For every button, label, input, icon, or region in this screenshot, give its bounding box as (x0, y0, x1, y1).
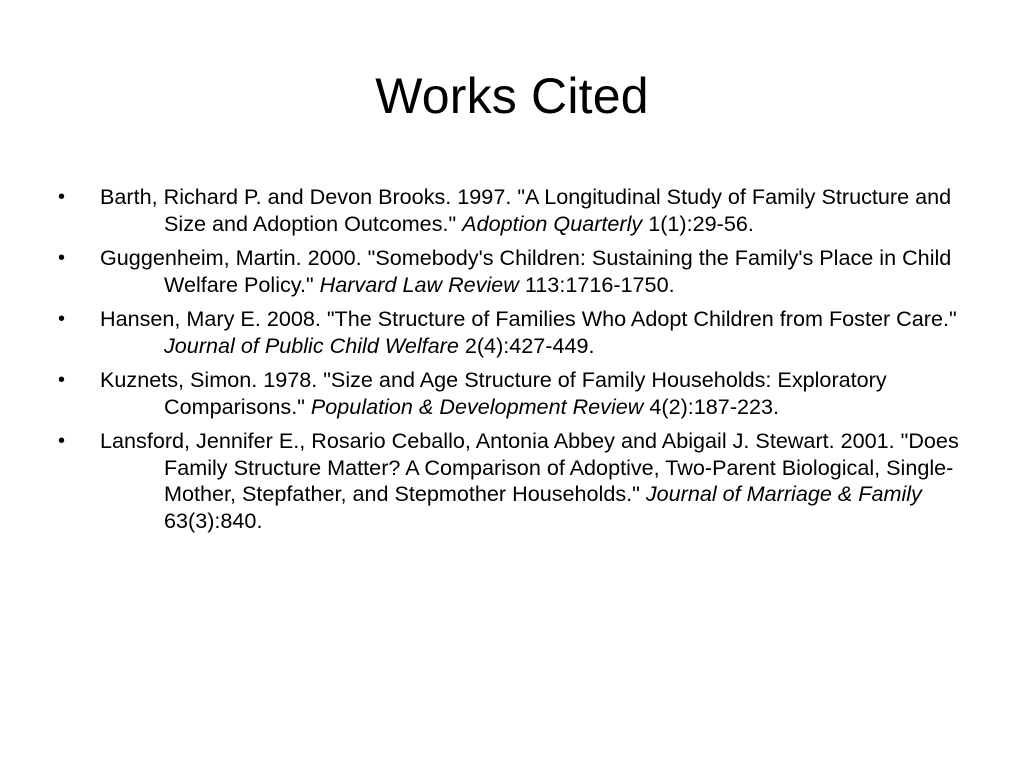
reference-details: 4(2):187-223. (643, 393, 780, 419)
reference-list (58, 184, 970, 542)
reference-text: Guggenheim, Martin. 2000. "Somebody's Children: Sustaining the Family's Place in Child Welfare Policy." (100, 245, 952, 297)
bullet-icon: • (58, 369, 66, 391)
reference-details: 63(3):840. (164, 507, 263, 533)
reference-details: 113:1716-1750. (518, 271, 675, 297)
slide-title: Works Cited (375, 68, 649, 124)
reference-text: Hansen, Mary E. 2008. "The Structure of Families Who Adopt Children from Foster Care." (100, 306, 957, 331)
reference-details: 2(4):427-449. (458, 332, 595, 358)
bullet-icon: • (58, 186, 66, 208)
reference-text: Kuznets, Simon. 1978. "Size and Age Structure of Family Households: Exploratory Comparisons." (100, 367, 887, 419)
bullet-icon: • (58, 247, 66, 269)
reference-journal: Harvard Law Review (319, 271, 519, 297)
reference-journal: Population & Development Review (310, 393, 644, 419)
bullet-icon: • (58, 430, 66, 452)
reference-item (58, 306, 970, 359)
reference-item (58, 245, 970, 298)
reference-journal: Adoption Quarterly (462, 210, 643, 236)
reference-item (58, 428, 970, 534)
reference-details: 1(1):29-56. (642, 210, 754, 236)
reference-journal: Journal of Marriage & Family (645, 481, 922, 506)
reference-journal: Journal of Public Child Welfare (164, 332, 459, 358)
reference-item (58, 184, 970, 237)
reference-text: Lansford, Jennifer E., Rosario Ceballo, Antonia Abbey and Abigail J. Stewart. 2001. "Does Family Structure Matter? A Comparison of Adoptive, Two-Parent Biological, Single-Mother, Stepfather, and Stepmother Households." (100, 428, 959, 506)
reference-text: Barth, Richard P. and Devon Brooks. 1997. "A Longitudinal Study of Family Structure and Size and Adoption Outcomes." (100, 184, 952, 236)
reference-item (58, 367, 970, 420)
bullet-icon: • (58, 308, 66, 330)
